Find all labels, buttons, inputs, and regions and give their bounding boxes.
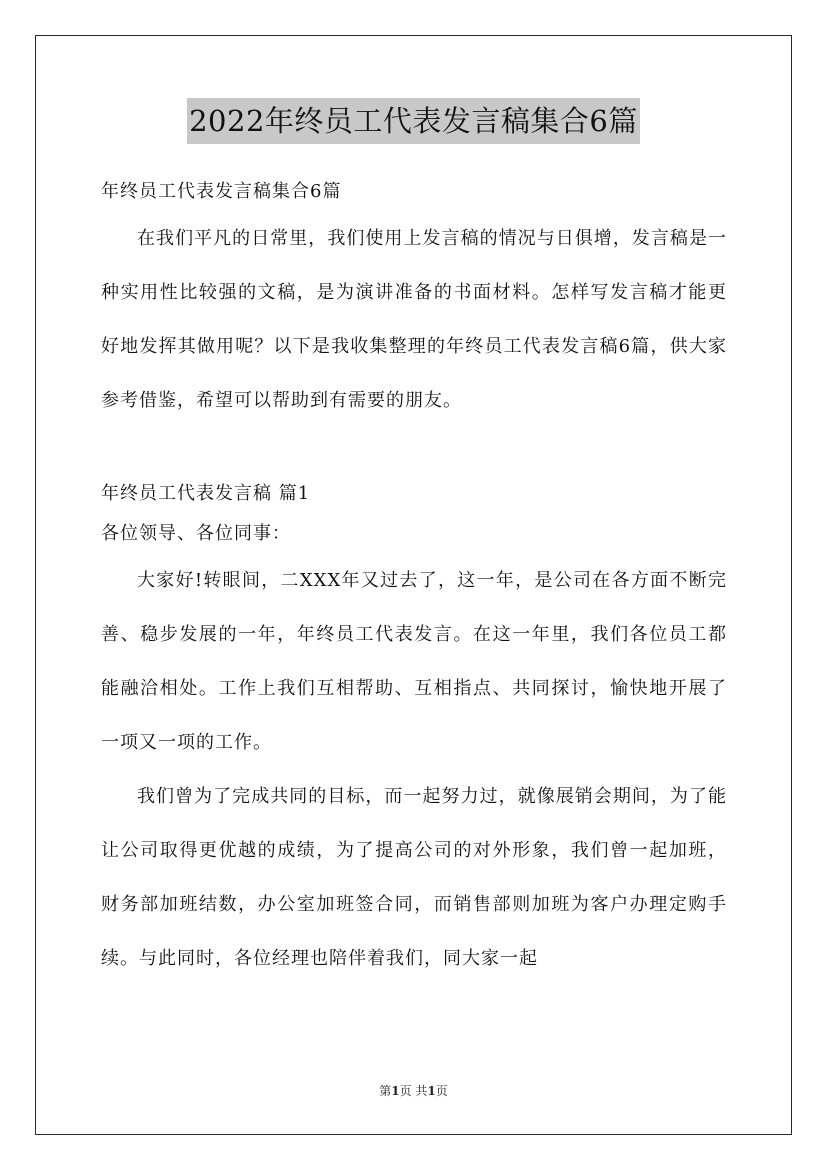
page-footer xyxy=(0,1082,827,1099)
section-heading: 年终员工代表发言稿 篇1 xyxy=(101,483,311,504)
subtitle: 年终员工代表发言稿集合6篇 xyxy=(101,181,342,202)
page-suffix: 页 xyxy=(435,1084,448,1098)
page-number: 1 xyxy=(391,1084,400,1098)
section-spacer xyxy=(101,428,727,474)
body-paragraph-2: 我们曾为了完成共同的目标，而一起努力过，就像展销会期间，为了能让公司取得更优越的成绩，为了提高公司的对外形象，我们曾一起加班，财务部加班结数，办公室加班签合同，而销售部则加班为客户办理定购手续。与此同时，各位经理也陪伴着我们，同大家一起 xyxy=(101,786,727,969)
salutation: 各位领导、各位同事： xyxy=(101,523,291,544)
intro-paragraph: 在我们平凡的日常里，我们使用上发言稿的情况与日俱增，发言稿是一种实用性比较强的文稿，是为演讲准备的书面材料。怎样写发言稿才能更好地发挥其做用呢？以下是我收集整理的年终员工代表发言稿6篇，供大家参考借鉴，希望可以帮助到有需要的朋友。 xyxy=(101,228,727,411)
title-container xyxy=(0,98,827,144)
body-paragraph-1: 大家好!转眼间，二XXX年又过去了，这一年，是公司在各方面不断完善、稳步发展的一年，年终员工代表发言。在这一年里，我们各位员工都能融洽相处。工作上我们互相帮助、互相指点、共同探讨，愉快地开展了一项又一项的工作。 xyxy=(101,570,727,753)
document-body xyxy=(101,172,727,986)
document-title: 2022年终员工代表发言稿集合6篇 xyxy=(187,98,640,144)
page-prefix: 第 xyxy=(379,1084,392,1098)
page-mid: 页 共 xyxy=(399,1084,428,1098)
page-total: 1 xyxy=(427,1084,436,1098)
